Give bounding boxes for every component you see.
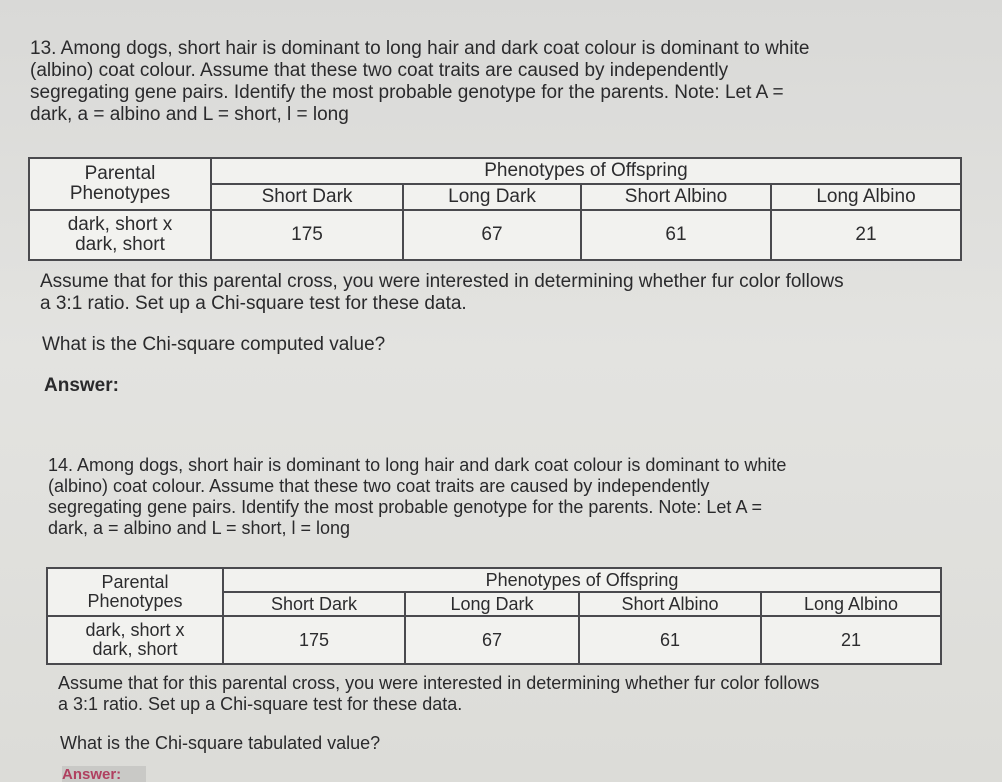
col-short-albino: Short Albino [581, 184, 771, 210]
value-short-dark: 175 [211, 210, 403, 260]
phenotype-table-14 [46, 567, 942, 665]
note-line: Assume that for this parental cross, you were interested in determining whether fur color follows [58, 673, 820, 693]
question-line: segregating gene pairs. Identify the most probable genotype for the parents. Note: Let A = [30, 82, 784, 103]
answer-label-14: Answer: [62, 766, 146, 782]
header-line: Parental [101, 572, 169, 592]
offspring-header: Phenotypes of Offspring [211, 158, 961, 184]
answer-label-13: Answer: [44, 375, 119, 396]
question-line: 14. Among dogs, short hair is dominant to long hair and dark coat colour is dominant to white [48, 455, 787, 475]
parental-phenotypes-header [47, 568, 223, 616]
row-label-line: dark, short x [85, 620, 185, 640]
col-long-dark: Long Dark [405, 592, 579, 616]
row-label-line: dark, short [92, 639, 178, 659]
prompt-14: What is the Chi-square tabulated value? [60, 733, 381, 753]
row-label [47, 616, 223, 664]
question-line: (albino) coat colour. Assume that these two coat traits are caused by independently [48, 476, 710, 496]
question-line: (albino) coat colour. Assume that these two coat traits are caused by independently [30, 60, 729, 81]
value-long-albino: 21 [771, 210, 961, 260]
value-long-dark: 67 [403, 210, 581, 260]
value-short-albino: 61 [579, 616, 761, 664]
assumption-note-14 [58, 673, 819, 715]
question-line: 13. Among dogs, short hair is dominant to long hair and dark coat colour is dominant to white [30, 38, 810, 59]
col-short-albino: Short Albino [579, 592, 761, 616]
row-label-line: dark, short x [67, 214, 173, 235]
offspring-header: Phenotypes of Offspring [223, 568, 941, 592]
question-13-text [30, 38, 809, 126]
row-label-line: dark, short [75, 234, 165, 255]
phenotype-table-13 [28, 157, 962, 261]
header-line: Phenotypes [69, 183, 171, 204]
col-short-dark: Short Dark [223, 592, 405, 616]
question-line: dark, a = albino and L = short, l = long [30, 104, 349, 125]
value-short-dark: 175 [223, 616, 405, 664]
note-line: Assume that for this parental cross, you were interested in determining whether fur color follows [40, 271, 844, 292]
col-long-albino: Long Albino [761, 592, 941, 616]
question-line: dark, a = albino and L = short, l = long [48, 518, 351, 538]
value-long-dark: 67 [405, 616, 579, 664]
question-14-text [48, 455, 786, 539]
header-line: Parental [84, 163, 156, 184]
assumption-note-13 [40, 271, 844, 315]
col-long-albino: Long Albino [771, 184, 961, 210]
value-short-albino: 61 [581, 210, 771, 260]
row-label [29, 210, 211, 260]
prompt-13: What is the Chi-square computed value? [42, 334, 386, 355]
note-line: a 3:1 ratio. Set up a Chi-square test for these data. [40, 293, 467, 314]
parental-phenotypes-header [29, 158, 211, 210]
col-long-dark: Long Dark [403, 184, 581, 210]
value-long-albino: 21 [761, 616, 941, 664]
col-short-dark: Short Dark [211, 184, 403, 210]
header-line: Phenotypes [87, 591, 183, 611]
question-line: segregating gene pairs. Identify the most probable genotype for the parents. Note: Let A = [48, 497, 762, 517]
note-line: a 3:1 ratio. Set up a Chi-square test for these data. [58, 694, 463, 714]
